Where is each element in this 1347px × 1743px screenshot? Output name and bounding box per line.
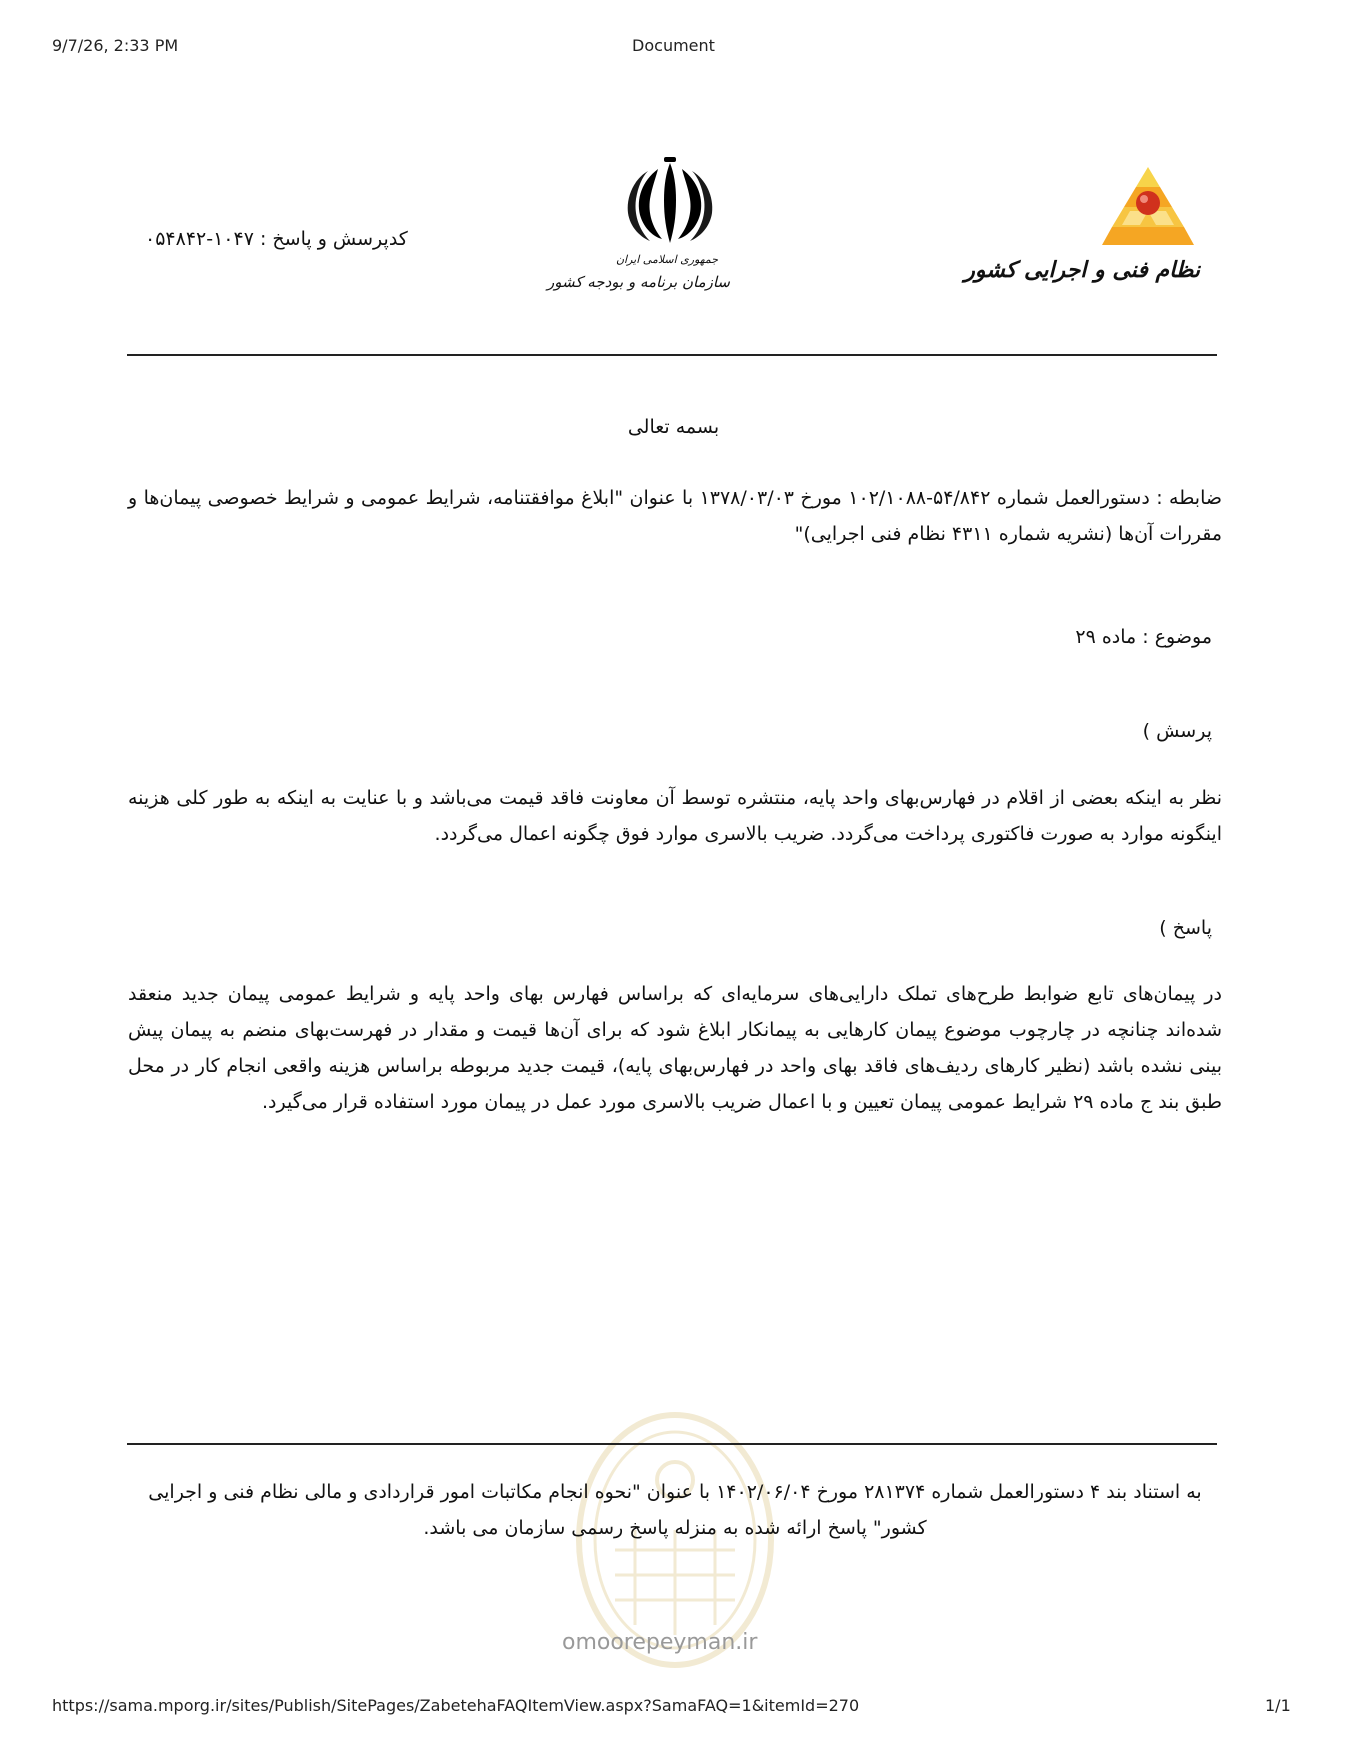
print-url: https://sama.mporg.ir/sites/Publish/SitePages/ZabetehaFAQItemView.aspx?SamaFAQ=1&itemId=270 <box>52 1696 860 1715</box>
print-page-number: 1/1 <box>1265 1696 1291 1715</box>
nezam-fanni-logo <box>964 165 1210 300</box>
subject-line: موضوع : ماده ۲۹ <box>1075 626 1212 648</box>
question-label: پرسش ) <box>1142 720 1212 742</box>
iran-emblem-icon <box>620 155 720 250</box>
print-doc-title: Document <box>632 36 715 55</box>
watermark-seal-icon <box>555 1400 795 1700</box>
nezam-logo-text: نظام فنی و اجرایی کشور <box>964 257 1200 283</box>
question-text: نظر به اینکه بعضی از اقلام در فهارس‌بهای واحد پایه، منتشره توسط آن معاونت فاقد قیمت می‌باشد و با عنایت به اینکه به طور کلی هزینه اینگونه موارد به صورت فاکتوری پرداخت می‌گردد. ضریب بالاسری موارد فوق چگونه اعمال می‌گردد. <box>128 787 1222 845</box>
answer-label: پاسخ ) <box>1159 917 1212 939</box>
basmala: بسمه تعالی <box>627 416 720 438</box>
government-emblem <box>546 155 740 305</box>
footer-note: به استناد بند ۴ دستورالعمل شماره ۲۸۱۳۷۴ مورخ ۱۴۰۲/۰۶/۰۴ با عنوان "نحوه انجام مکاتبات امور قراردادی و مالی نظام فنی و اجرایی کشور" پاسخ ارائه شده به منزله پاسخ رسمی سازمان می باشد. <box>148 1481 1202 1539</box>
print-datetime: 9/7/26, 2:33 PM <box>52 36 179 55</box>
header-divider <box>127 354 1217 356</box>
watermark-site: omoorepeyman.ir <box>562 1630 758 1655</box>
nezam-cube-logo-icon <box>1100 165 1196 247</box>
answer-text: در پیمان‌های تابع ضوابط طرح‌های تملک دارایی‌های سرمایه‌ای که براساس فهارس بهای واحد پایه و شرایط عمومی پیمان جدید منعقد شده‌اند چنانچه در چارچوب موضوع پیمان کارهایی به پیمانکار ابلاغ شود که برای آن‌ها قیمت و مقدار در فهرست‌بهای منضم به پیمان پیش بینی نشده باشد (نظیر کارهای ردیف‌های فاقد بهای واحد در فهارس‌بهای پایه)، قیمت جدید مربوطه براساس هزینه واقعی انجام کار در محل طبق بند ج ماده ۲۹ شرایط عمومی پیمان تعیین و با اعمال ضریب بالاسری مورد عمل در پیمان مورد استفاده قرار می‌گیرد. <box>128 983 1222 1113</box>
emblem-caption-2: سازمان برنامه و بودجه کشور <box>546 273 730 291</box>
question-code: کدپرسش و پاسخ : ۱۰۴۷-۰۵۴۸۴۲ <box>145 228 408 250</box>
emblem-caption-1: جمهوری اسلامی ایران <box>615 253 718 266</box>
footer-divider <box>127 1443 1217 1445</box>
regulation-text: ضابطه : دستورالعمل شماره ۵۴/۸۴۲-۱۰۲/۱۰۸۸ مورخ ۱۳۷۸/۰۳/۰۳ با عنوان "ابلاغ موافقتنامه، شرایط عمومی و شرایط خصوصی پیمان‌ها و مقررات آن‌ها (نشریه شماره ۴۳۱۱ نظام فنی اجرایی)" <box>128 487 1223 545</box>
